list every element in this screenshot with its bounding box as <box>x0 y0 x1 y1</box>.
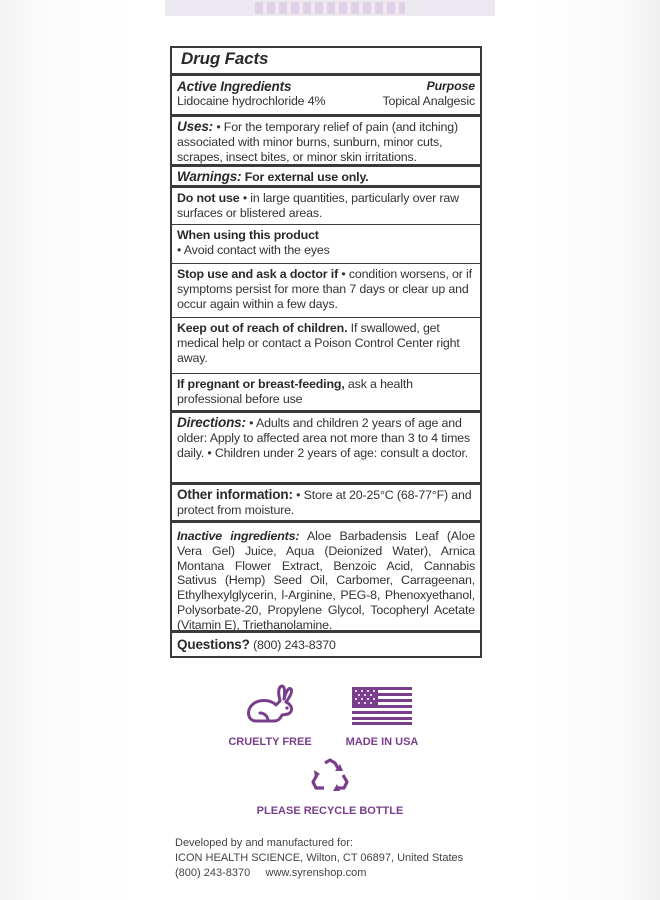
cruelty-free-badge <box>218 683 322 748</box>
do-not-use-text: • in large quantities, particularly over raw surfaces or blistered areas. <box>177 191 459 220</box>
inactive-ingredients-heading: Inactive ingredients: <box>177 529 300 543</box>
recycle-label: PLEASE RECYCLE BOTTLE <box>256 805 404 817</box>
stop-use-section <box>172 263 480 312</box>
questions-heading: Questions? <box>177 637 250 652</box>
footer-line-2: ICON HEALTH SCIENCE, Wilton, CT 06897, United States <box>175 852 464 864</box>
other-information-text: • Store at 20-25°C (68-77°F) and protect from moisture. <box>177 488 472 517</box>
footer-line-1: Developed by and manufactured for: <box>175 837 353 849</box>
uses-section <box>172 114 480 165</box>
cruelty-free-label: CRUELTY FREE <box>228 736 312 748</box>
warnings-text: For external use only. <box>244 170 369 184</box>
other-information-section <box>172 482 480 518</box>
active-ingredients-section <box>172 73 480 109</box>
made-in-usa-badge <box>330 683 434 748</box>
when-using-heading: When using this product <box>177 228 319 242</box>
do-not-use-section <box>172 185 480 221</box>
pregnant-heading: If pregnant or breast-feeding, <box>177 377 345 391</box>
manufacturer-footer <box>175 836 463 881</box>
when-using-section <box>172 224 480 258</box>
inactive-ingredients-text: Aloe Barbadensis Leaf (Aloe Vera Gel) Juice, Aqua (Deionized Water), Arnica Montana Flower Extract, Benzoic Acid, Cannabis Sativus (Hemp) Seed Oil, Carbomer, Carrageenan, Ethylhexylglycerin, l-Arginine, PEG-8, Phenoxyethanol, Polysorbate-20, Propylene Glycol, Tocopheryl Acetate (Vitamin E), Triethanolamine. <box>177 529 476 632</box>
uses-heading: Uses: <box>177 119 214 134</box>
brand-watermark <box>255 2 405 14</box>
pregnant-section <box>172 373 480 407</box>
rabbit-icon <box>240 683 300 727</box>
directions-heading: Directions: <box>177 415 246 430</box>
drug-facts-panel <box>170 46 482 658</box>
other-information-heading: Other information: <box>177 487 293 502</box>
drug-facts-title: Drug Facts <box>181 49 269 68</box>
top-label-strip <box>165 0 495 16</box>
pregnant-text: ask a health professional before use <box>177 377 413 406</box>
stop-use-heading: Stop use and ask a doctor if <box>177 267 339 281</box>
keep-out-section <box>172 317 480 366</box>
directions-text: • Adults and children 2 years of age and older: Apply to affected area not more than 3 to 4 times daily. • Children under 2 years of age: consult a doctor. <box>177 416 471 460</box>
uses-text: • For the temporary relief of pain (and itching) associated with minor burns, sunburn, minor cuts, scrapes, insect bites, or minor skin irritations. <box>177 120 458 164</box>
keep-out-heading: Keep out of reach of children. <box>177 321 348 335</box>
do-not-use-heading: Do not use <box>177 191 240 205</box>
recycle-icon <box>310 758 350 794</box>
questions-section <box>172 630 480 653</box>
active-ingredient: Lidocaine hydrochloride 4% <box>177 94 326 108</box>
made-in-usa-label: MADE IN USA <box>345 736 419 748</box>
drug-facts-title-section <box>172 48 480 70</box>
warnings-section <box>172 164 480 185</box>
recycle-badge <box>228 758 432 817</box>
purpose: Topical Analgesic <box>382 94 475 108</box>
warnings-heading: Warnings: <box>177 169 242 184</box>
footer-line-3: (800) 243-8370 www.syrenshop.com <box>175 867 367 879</box>
keep-out-text: If swallowed, get medical help or contact a Poison Control Center right away. <box>177 321 460 365</box>
directions-section <box>172 410 480 461</box>
when-using-text: • Avoid contact with the eyes <box>177 243 330 257</box>
us-flag-icon <box>352 687 412 725</box>
stop-use-text: • condition worsens, or if symptoms persist for more than 7 days or clear up and occur again within a few days. <box>177 267 472 311</box>
active-ingredients-heading: Active Ingredients <box>177 79 292 94</box>
questions-phone: (800) 243-8370 <box>253 638 336 652</box>
purpose-heading: Purpose <box>426 79 475 93</box>
inactive-ingredients-section <box>172 520 480 633</box>
